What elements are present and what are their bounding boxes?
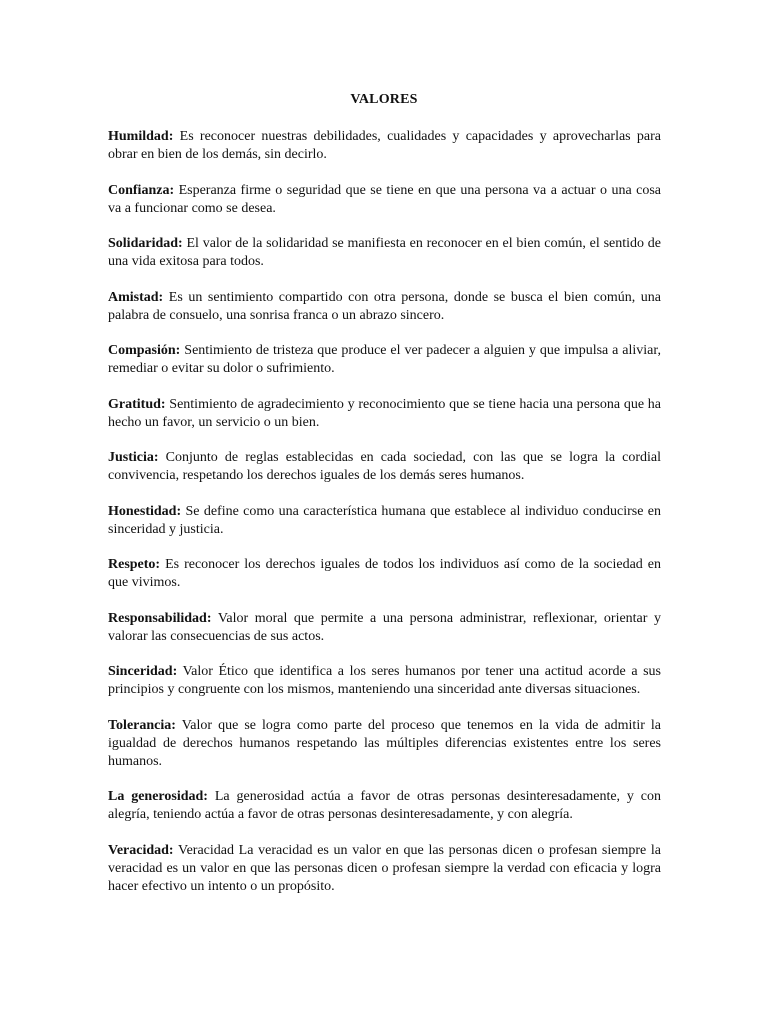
value-entry — [108, 182, 661, 218]
value-term: Compasión: — [108, 343, 181, 358]
value-entry — [108, 128, 661, 164]
value-term: Justicia: — [108, 450, 159, 465]
value-entry — [108, 396, 661, 432]
value-term: Humildad: — [108, 129, 174, 144]
value-entry — [108, 342, 661, 378]
document-title: VALORES — [350, 92, 418, 107]
value-definition: Esperanza firme o seguridad que se tiene en que una persona va a actuar o una cosa va a funcionar como se desea. — [108, 182, 661, 216]
value-term: Amistad: — [108, 289, 164, 305]
value-definition: Valor moral que permite a una persona administrar, reflexionar, orientar y valorar las consecuencias de sus actos. — [108, 610, 662, 644]
value-entry — [108, 289, 661, 325]
value-definition: Sentimiento de agradecimiento y reconocimiento que se tiene hacia una persona que ha hecho un favor, un servicio o un bien. — [108, 396, 662, 430]
value-definition: Sentimiento de tristeza que produce el ver padecer a alguien y que impulsa a aliviar, remediar o evitar su dolor o sufrimiento. — [108, 343, 662, 376]
value-entry — [108, 449, 661, 485]
value-term: Gratitud: — [108, 396, 166, 412]
value-definition: Veracidad La veracidad es un valor en que las personas dicen o profesan siempre la veracidad es un valor en que las personas dicen o profesan siempre la verdad con eficacia y logra hacer efectivo un intento o un propósito. — [108, 842, 661, 894]
value-definition: Es un sentimiento compartido con otra persona, donde se busca el bien común, una palabra de consuelo, una sonrisa franca o un abrazo sincero. — [108, 289, 661, 323]
value-definition: Valor que se logra como parte del proceso que tenemos en la vida de admitir la igualdad de derechos humanos respetando las múltiples diferencias existentes entre los seres humanos. — [108, 717, 662, 769]
value-term: Respeto: — [108, 557, 161, 572]
value-entry — [108, 503, 661, 539]
value-entry — [108, 842, 661, 896]
value-definition: Es reconocer los derechos iguales de todos los individuos así como de la sociedad en que vivimos. — [108, 557, 662, 590]
value-definition: Valor Ético que identifica a los seres humanos por tener una actitud acorde a sus principios y congruente con los mismos, manteniendo una sinceridad ante diversas situaciones. — [108, 664, 661, 697]
value-term: Veracidad: — [108, 842, 174, 858]
value-term: Responsabilidad: — [108, 610, 212, 626]
value-definition: Se define como una característica humana que establece al individuo conducirse en sinceridad y justicia. — [108, 503, 661, 537]
value-term: Honestidad: — [108, 503, 182, 519]
value-entry — [108, 610, 661, 646]
value-term: Sinceridad: — [108, 664, 178, 679]
value-term: Solidaridad: — [108, 236, 183, 251]
value-definition: Conjunto de reglas establecidas en cada sociedad, con las que se logra la cordial convivencia, respetando los derechos iguales de los demás seres humanos. — [108, 450, 662, 483]
value-definition: Es reconocer nuestras debilidades, cualidades y capacidades y aprovecharlas para obrar en bien de los demás, sin decirlo. — [108, 129, 661, 162]
value-entry — [108, 235, 661, 271]
value-entry — [108, 663, 661, 699]
value-term: La generosidad: — [108, 789, 208, 804]
value-definition: La generosidad actúa a favor de otras personas desinteresadamente, y con alegría, teniendo actúa a favor de otras personas desinteresadamente, y con alegría. — [108, 789, 662, 822]
value-entry — [108, 556, 661, 592]
value-term: Confianza: — [108, 182, 175, 198]
value-entry — [108, 717, 661, 771]
values-list — [108, 128, 661, 913]
value-definition: El valor de la solidaridad se manifiesta en reconocer en el bien común, el sentido de una vida exitosa para todos. — [108, 236, 661, 269]
value-entry — [108, 788, 661, 824]
value-term: Tolerancia: — [108, 717, 176, 733]
